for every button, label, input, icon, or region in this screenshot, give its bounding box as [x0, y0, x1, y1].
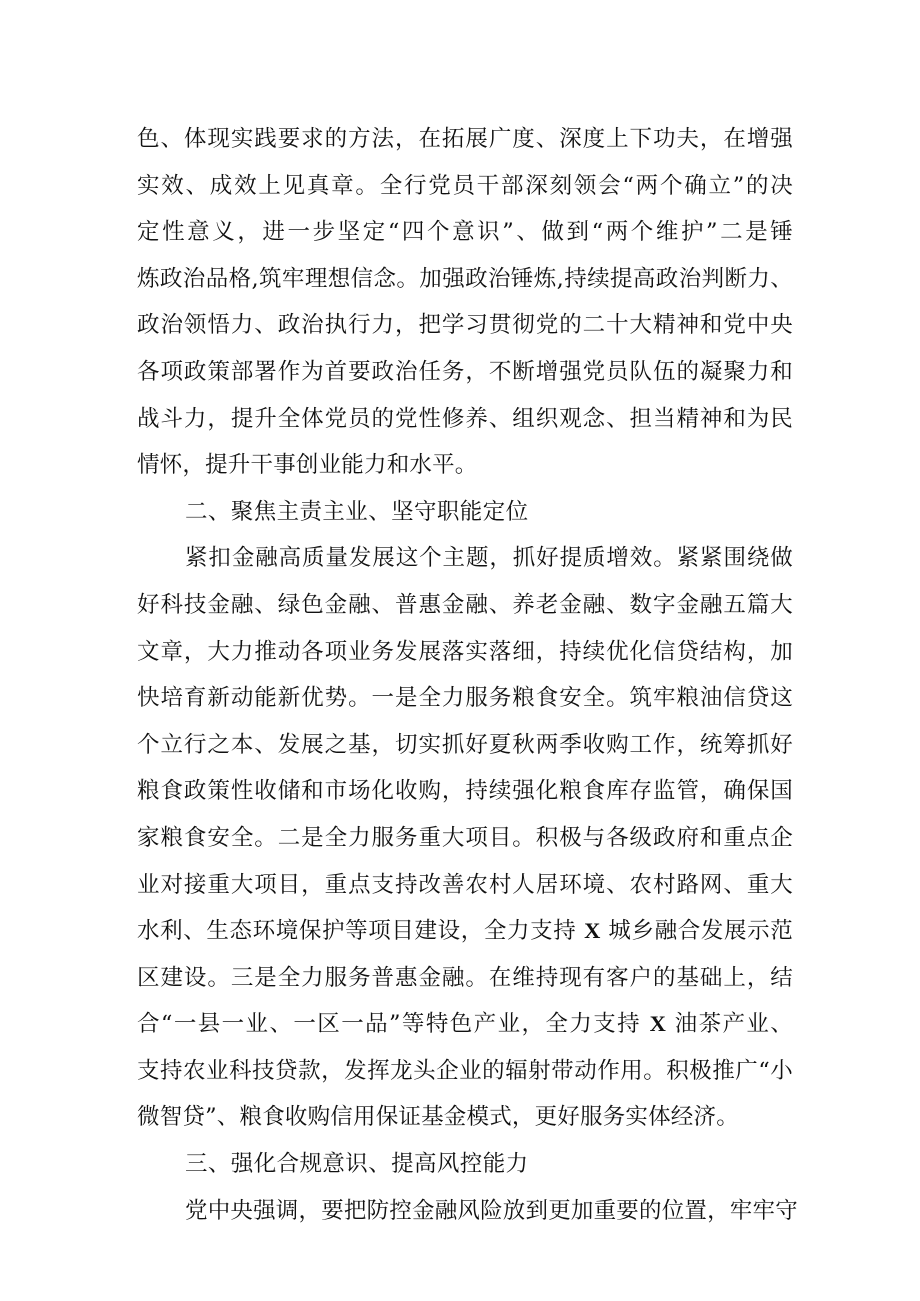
paragraph-line: 定性意义，进一步坚定“四个意识”、做到“两个维护”二是锤 — [137, 219, 793, 246]
paragraph-line: 战斗力，提升全体党员的党性修养、组织观念、担当精神和为民 — [137, 405, 793, 432]
line-segment: 城乡融合发展示范 — [608, 918, 793, 945]
paragraph-line: 炼政治品格,筑牢理想信念。加强政治锤炼,持续提高政治判断力、 — [137, 265, 793, 292]
paragraph-line: 文章，大力推动各项业务发展落实落细，持续优化信贷结构，加 — [137, 638, 793, 665]
paragraph-line — [137, 1001, 793, 1048]
paragraph-line: 实效、成效上见真章。全行党员干部深刻领会“两个确立”的决 — [137, 172, 793, 199]
paragraph-line: 情怀，提升干事创业能力和水平。 — [137, 452, 478, 479]
line-segment: 油茶产业、 — [674, 1011, 794, 1038]
section-heading-3: 三、强化合规意识、提高风控能力 — [185, 1151, 529, 1178]
placeholder-x: X — [584, 918, 601, 944]
paragraph-line: 好科技金融、绿色金融、普惠金融、养老金融、数字金融五篇大 — [137, 591, 793, 618]
paragraph-line: 区建设。三是全力服务普惠金融。在维持现有客户的基础上，结 — [137, 964, 793, 991]
paragraph-line: 党中央强调，要把防控金融风险放到更加重要的位置，牢牢守 — [185, 1197, 798, 1224]
paragraph-line: 家粮食安全。二是全力服务重大项目。积极与各级政府和重点企 — [137, 824, 793, 851]
paragraph-line: 微智贷”、粮食收购信用保证基金模式，更好服务实体经济。 — [137, 1104, 739, 1131]
line-segment: 水利、生态环境保护等项目建设，全力支持 — [137, 918, 577, 945]
section-heading-2: 二、聚焦主责主业、坚守职能定位 — [185, 498, 529, 525]
paragraph-line: 粮食政策性收储和市场化收购，持续强化粮食库存监管，确保国 — [137, 778, 793, 805]
paragraph-line: 紧扣金融高质量发展这个主题，抓好提质增效。紧紧围绕做 — [185, 545, 793, 572]
paragraph-line: 政治领悟力、政治执行力，把学习贯彻党的二十大精神和党中央 — [137, 312, 793, 339]
line-segment: 合“一县一业、一区一品”等特色产业，全力支持 — [137, 1011, 642, 1038]
paragraph-line: 业对接重大项目，重点支持改善农村人居环境、农村路网、重大 — [137, 871, 793, 898]
paragraph-line: 个立行之本、发展之基，切实抓好夏秋两季收购工作，统筹抓好 — [137, 731, 793, 758]
paragraph-line: 色、体现实践要求的方法，在拓展广度、深度上下功夫，在增强 — [137, 126, 793, 152]
paragraph-line — [137, 908, 793, 955]
paragraph-line: 支持农业科技贷款，发挥龙头企业的辐射带动作用。积极推广“小 — [137, 1057, 793, 1084]
document-body — [137, 116, 798, 1234]
paragraph-line: 快培育新动能新优势。一是全力服务粮食安全。筑牢粮油信贷这 — [137, 685, 793, 712]
placeholder-x: X — [649, 1011, 667, 1037]
paragraph-line: 各项政策部署作为首要政治任务，不断增强党员队伍的凝聚力和 — [137, 358, 793, 385]
